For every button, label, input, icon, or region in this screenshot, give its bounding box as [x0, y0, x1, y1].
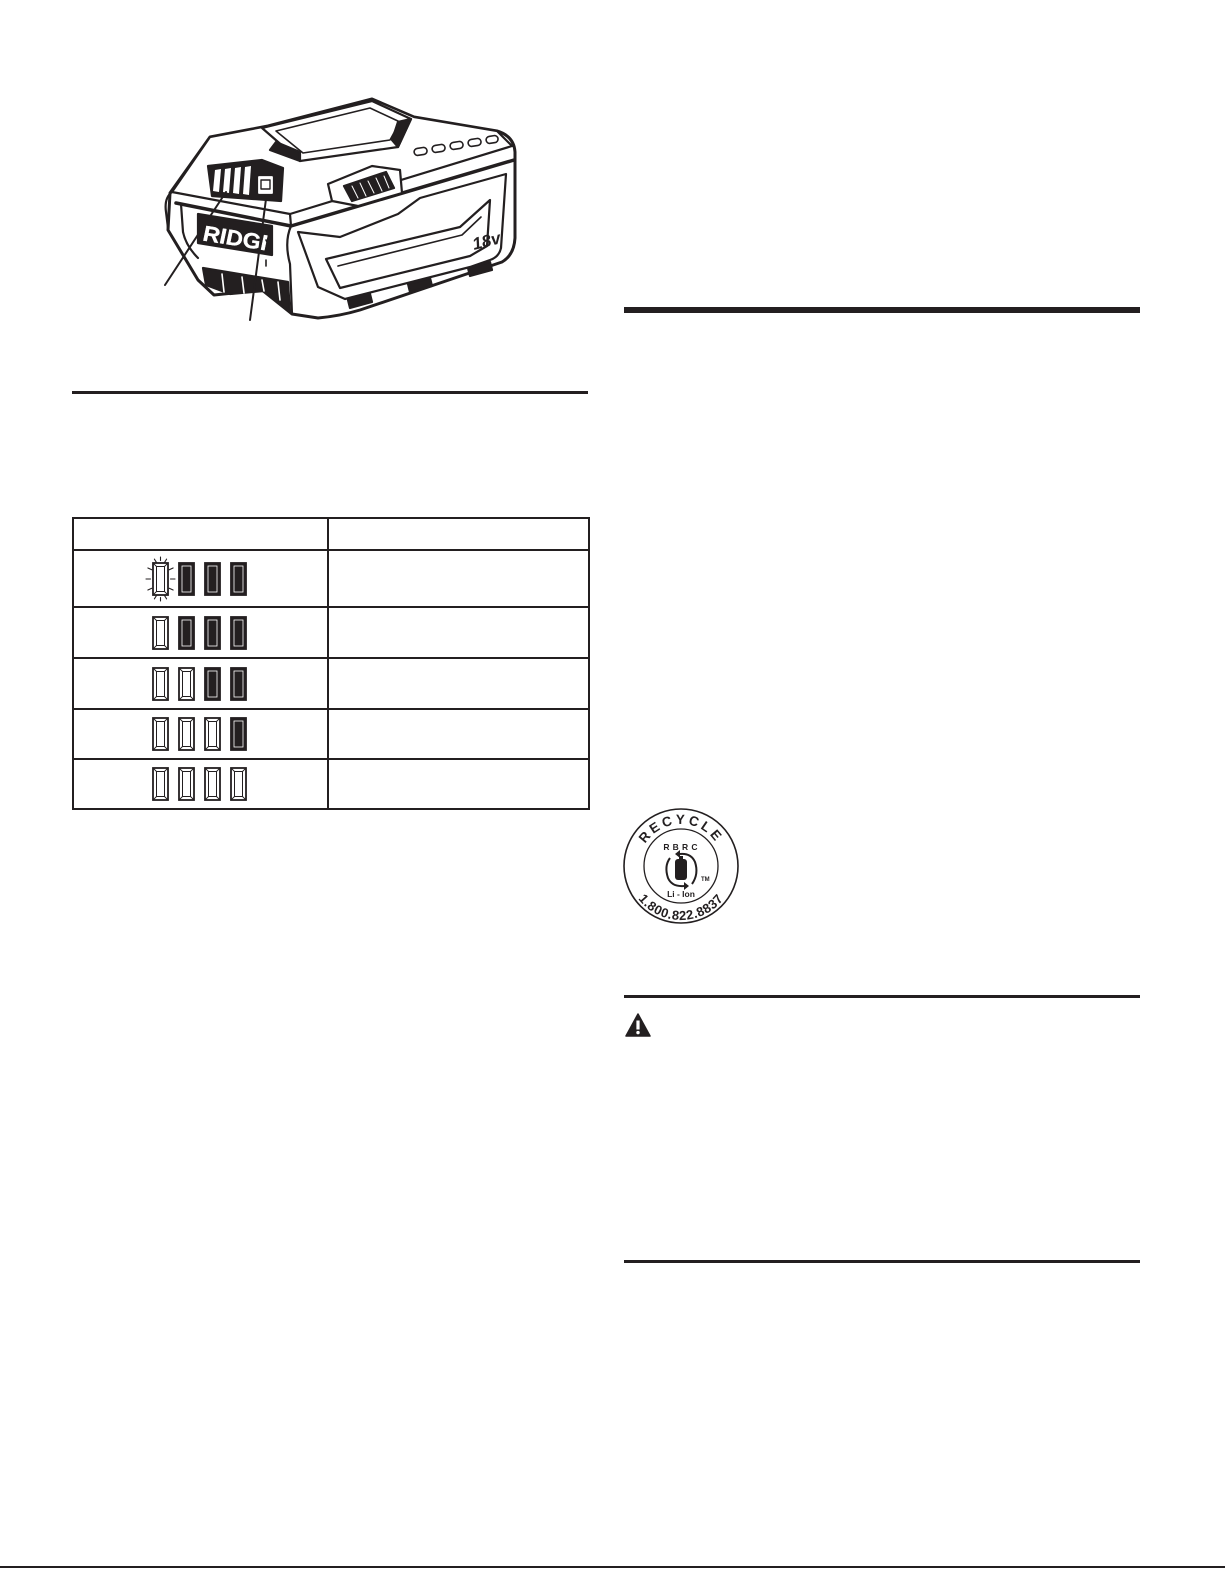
- led-bevel: [234, 721, 243, 747]
- seal-trademark-text: TM: [701, 877, 710, 883]
- led-dark-icon: [231, 718, 246, 750]
- warning-icon: [624, 1012, 652, 1038]
- led-cell: [73, 709, 328, 759]
- led-gauge: [141, 555, 261, 603]
- led-light-icon: [205, 768, 220, 800]
- led-flash-ray: [164, 559, 166, 562]
- led-dark-icon: [231, 617, 246, 649]
- table-header-cell: [73, 518, 328, 550]
- led-light-icon: [153, 718, 168, 750]
- table-row: [73, 709, 589, 759]
- description-cell: [328, 550, 589, 607]
- led-flash-ray: [154, 595, 156, 598]
- right-warning-rule: [624, 995, 1140, 998]
- led-light-icon: [153, 617, 168, 649]
- led-gauge: [141, 760, 261, 808]
- led-light-icon: [179, 768, 194, 800]
- led-light-icon: [179, 668, 194, 700]
- led-dark-icon: [205, 668, 220, 700]
- led-bevel: [234, 671, 243, 697]
- led-flash-ray: [147, 588, 151, 590]
- table-header-row: [73, 518, 589, 550]
- led-dark-icon: [205, 617, 220, 649]
- led-flash-ray: [164, 595, 166, 598]
- warning-exclamation-dot: [636, 1031, 639, 1034]
- led-flash-ray: [169, 568, 173, 570]
- battery-voltage-text: 18v: [470, 228, 503, 254]
- led-dark-icon: [205, 563, 220, 595]
- led-bevel: [182, 620, 191, 646]
- led-light-icon: [153, 768, 168, 800]
- led-dark-icon: [231, 563, 246, 595]
- led-bevel: [156, 566, 164, 591]
- battery-brand-text: RIDGI: [203, 220, 265, 256]
- description-cell: [328, 607, 589, 658]
- description-cell: [328, 759, 589, 809]
- led-dark-icon: [179, 617, 194, 649]
- led-gauge: [141, 609, 261, 657]
- charge-status-table: [72, 517, 590, 810]
- table-row: [73, 658, 589, 709]
- led-bevel: [156, 772, 164, 797]
- led-light-icon: [205, 718, 220, 750]
- seal-top-textpath: RECYCLE: [635, 811, 727, 846]
- seal-center-text: RBRC: [663, 842, 701, 852]
- led-bevel: [208, 566, 217, 592]
- led-light-icon: [153, 668, 168, 700]
- led-flash-ray: [169, 588, 173, 590]
- led-flashing-icon: [146, 557, 175, 601]
- battery-pack-illustration: [150, 88, 530, 328]
- led-bevel: [182, 671, 190, 696]
- led-bevel: [208, 671, 217, 697]
- right-section-rule: [624, 1260, 1140, 1263]
- led-bevel: [182, 566, 191, 592]
- left-section-rule: [72, 391, 588, 394]
- led-light-icon: [231, 768, 246, 800]
- vent-slot: [432, 144, 446, 153]
- seal-phone-textpath: 1.800.822.8837: [635, 890, 727, 924]
- led-bevel: [234, 620, 243, 646]
- led-flash-ray: [147, 568, 151, 570]
- led-gauge: [141, 710, 261, 758]
- table-row: [73, 550, 589, 607]
- led-bevel: [234, 566, 243, 592]
- battery-gauge-button: [257, 175, 274, 195]
- led-cell: [73, 607, 328, 658]
- warning-exclamation-bar: [636, 1021, 639, 1030]
- table-header-cell: [328, 518, 589, 550]
- led-bevel: [156, 620, 164, 645]
- table-row: [73, 759, 589, 809]
- rbrc-recycle-seal: [620, 805, 742, 927]
- led-flash-ray: [154, 559, 156, 562]
- led-cell: [73, 658, 328, 709]
- led-bevel: [208, 772, 216, 797]
- description-cell: [328, 709, 589, 759]
- description-cell: [328, 658, 589, 709]
- led-dark-icon: [231, 668, 246, 700]
- seal-chemistry-text: Li - Ion: [667, 889, 695, 899]
- vent-slot: [414, 147, 428, 156]
- led-bevel: [182, 772, 190, 797]
- led-bevel: [234, 772, 242, 797]
- led-bevel: [208, 620, 217, 646]
- battery-cell-icon: [675, 859, 687, 880]
- led-light-icon: [179, 718, 194, 750]
- table-row: [73, 607, 589, 658]
- vent-slot: [468, 138, 482, 147]
- led-dark-icon: [179, 563, 194, 595]
- led-bevel: [156, 671, 164, 696]
- led-bevel: [156, 722, 164, 747]
- battery-cell-cap-icon: [679, 856, 683, 859]
- led-cell: [73, 550, 328, 607]
- led-bevel: [182, 722, 190, 747]
- led-gauge: [141, 660, 261, 708]
- vent-slot: [450, 141, 464, 150]
- led-bevel: [208, 722, 216, 747]
- right-section-heavy-rule: [624, 307, 1140, 313]
- led-cell: [73, 759, 328, 809]
- vent-slot: [486, 135, 499, 144]
- page-footer-rule: [0, 1566, 1225, 1568]
